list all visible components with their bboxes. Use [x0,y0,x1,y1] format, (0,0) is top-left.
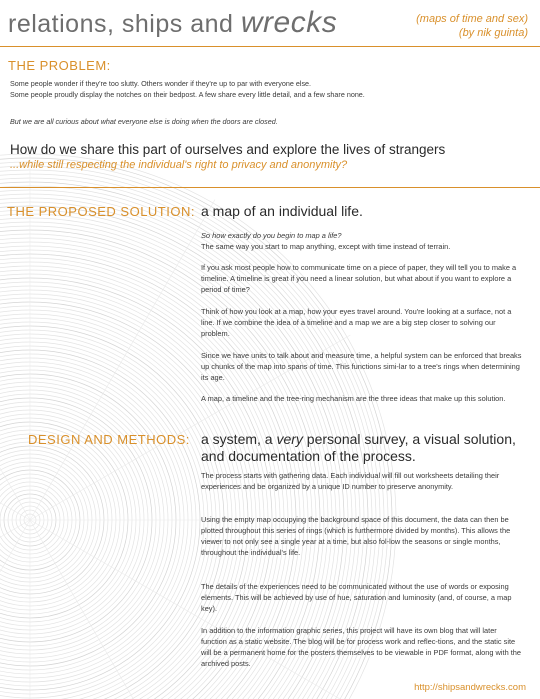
design-title-very: very [276,431,303,447]
footer-url-link[interactable]: http://shipsandwrecks.com [414,682,526,693]
solution-paragraph-2: If you ask most people how to communicate time on a piece of paper, they will tell you to make a timeline. A timeline is great if you need a linear solution, but what about if you want to explore a period of time? [201,263,517,294]
page-title [8,6,337,40]
solution-paragraph-3: Think of how you look at a map, how your eyes travel around. You're looking at a surface, not a line. If we combine the idea of a timeline and a map we are a big step closer to solving our problem. [201,307,512,338]
problem-divider [0,187,540,188]
design-paragraph-4: In addition to the information graphic series, this project will have its own blog that will later function as a static website. The blog will be for process work and reflec-tions, and the static site will be a permanent home for the posters themselves to be viewable in PDF format, along with the archived posts. [201,626,522,668]
solution-title: a map of an individual life. [201,203,363,219]
design-title [201,431,531,465]
header-divider [0,46,540,47]
problem-question: How do we share this part of ourselves and explore the lives of strangers [10,142,446,157]
solution-paragraph-4: Since we have units to talk about and measure time, a helpful system can be enforced that breaks up chunks of the map into spans of time. This functions simi-lar to a tree's rings when determining its age. [201,351,522,382]
problem-line-2: Some people proudly display the notches on their bedpost. A few share every little detail, and a few share none. [10,90,365,99]
solution-label: THE PROPOSED SOLUTION: [7,204,195,219]
solution-question: So how exactly do you begin to map a life? [201,231,342,240]
problem-question-sub: ...while still respecting the individual's right to privacy and anonymity? [10,159,348,171]
design-title-part-b: personal survey, a visual solution, [302,431,516,447]
solution-paragraph-1: The same way you start to map anything, except with time instead of terrain. [201,242,451,251]
page-subtitle [416,12,528,40]
ring [0,322,228,699]
solution-paragraph-5: A map, a timeline and the tree-ring mechanism are the three ideas that make up this solution. [201,394,506,403]
problem-line-1: Some people wonder if they're too slutty. Others wonder if they're up to par with everyone else. [10,79,312,88]
problem-heading: THE PROBLEM: [8,58,111,73]
design-label: DESIGN AND METHODS: [28,432,190,447]
subtitle-line-1: (maps of time and sex) [416,13,528,25]
design-paragraph-1: The process starts with gathering data. Each individual will fill out worksheets detailing their experiences and be organized by a unique ID number to preserve anonymity. [201,471,500,491]
design-title-part-a: a system, a [201,431,277,447]
design-title-line-2: and documentation of the process. [201,448,416,464]
problem-line-3: But we are all curious about what everyone else is doing when the doors are closed. [10,117,278,126]
design-paragraph-2: Using the empty map occupying the background space of this document, the data can then be plotted throughout this series of rings (which is furthermore divided by months). This allows the viewer to not only see a single year at a time, but also fol-low the seasons or single months, throughout the individual's life. [201,515,511,557]
design-paragraph-3: The details of the experiences need to be communicated without the use of words or exposing elements. This will be achieved by use of hue, saturation and luminosity (and, of course, a map key). [201,582,512,613]
title-wrecks: wrecks [240,6,338,39]
subtitle-line-2: (by nik guinta) [458,27,528,39]
design-title-line-1 [201,431,531,448]
title-text: relations, ships and [8,10,241,38]
